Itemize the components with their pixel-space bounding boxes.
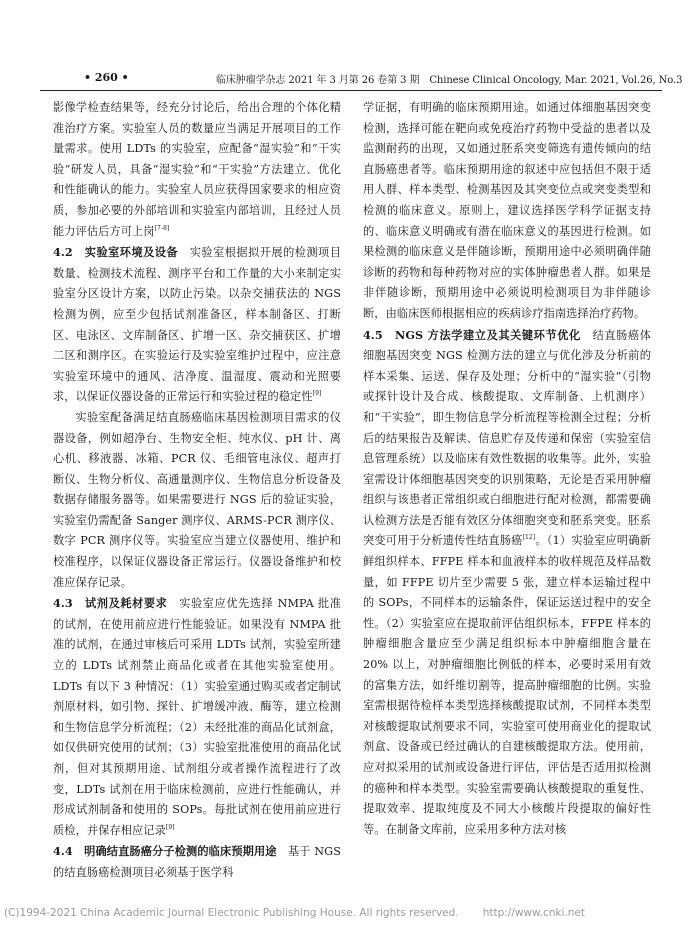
running-header [40,64,683,91]
right-column [363,98,651,893]
page-number: • 260 • [84,71,129,84]
section-4-3 [53,593,341,841]
paragraph-text: 影像学检查结果等，经充分讨论后，给出合理的个体化精准治疗方案。实验室人员的数量应当满足开展项目的工作量需求。使用 LDTs 的实验室，应配备“湿实验”和“干实验”研发人员，具备“湿实验”和“干实验”方法建立、优化和性能确认的能力。实验室人员应获得国家要求的相应资质，参加必要的外部培训和实验室内部培训，且经过人员能力评估后方可上岗 [53,101,341,238]
reference-mark: [9] [165,823,175,831]
reference-mark: [9] [312,390,322,398]
website-link[interactable]: http://www.cnki.net [482,907,585,919]
section-heading: 4.5 NGS 方法学建立及其关键环节优化 [363,327,581,342]
section-4-4 [53,841,341,883]
paragraph-clinical-use: 学证据，有明确的临床预期用途。如通过体细胞基因突变检测，选择可能在靶向或免疫治疗药物中受益的患者以及监测耐药的出现，又如通过胚系突变筛选有遗传倾向的结直肠癌患者等。临床预期用途的叙述中应包括但不限于适用人群、样本类型、检测基因及其突变位点或突变类型和检测的临床意义。原则上，建议选择医学科学证据支持的、临床意义明确或有潜在临床意义的基因进行检测。如果检测的临床意义是伴随诊断，预期用途中必须明确伴随诊断的药物和每种药物对应的实体肿瘤患者人群。如果是非伴随诊断，预期用途中必须说明检测项目为非伴随诊断，由临床医师根据相应的疾病诊疗指南选择治疗药物。 [363,101,651,320]
section-heading: 4.3 试剂及耗材要求 [53,596,168,611]
section-4-5 [363,325,651,841]
article-body [0,98,698,893]
section-heading: 4.4 明确结直肠癌分子检测的临床预期用途 [53,844,277,859]
footer [0,903,698,923]
paragraph-text: 实验室应优先选择 NMPA 批准的试剂，在使用前应进行性能验证。如果没有 NMPA 批准的试剂，在通过审核后可采用 LDTs 试剂，实验室所建立的 LDTs 试剂禁止商品化或者在其他实验室使用。LDTs 有以下 3 种情况：（1）实验室通过购买或者定制试剂原材料，如引物、探针、扩增缓冲液、酶等，建立检测和生物信息学分析流程；（2）未经批准的商品化试剂盒，如仅供研究使用的试剂；（3）实验室批准使用的商品化试剂，但对其预期用途、试剂组分或者操作流程进行了改变，LDTs 试剂在用于临床检测前，应进行性能确认，并形成试剂制备和使用的 SOPs。每批试剂在使用前应进行质检，并保存相应记录 [53,597,341,837]
section-heading: 4.2 实验室环境及设备 [53,245,179,260]
paragraph-text: 结直肠癌体细胞基因突变 NGS 检测方法的建立与优化涉及分析前的样本采集、运送、保存及处理；分析中的“湿实验”（引物或探针设计及合成、核酸提取、文库制备、上机测序）和“干实验”，即生物信息学分析流程等检测全过程；分析后的结果报告及解读、信息贮存及传递和保密（实验室信息管理系统）以及临床有效性数据的收集等。此外，实验室需设计体细胞基因突变的识别策略，无论是否采用肿瘤组织与该患者正常组织或白细胞进行配对检测，都需要确认检测方法是否能有效区分体细胞突变和胚系突变。胚系突变可用于分析遗传性结直肠癌 [363,328,651,548]
paragraph-text: 实验室根据拟开展的检测项目数量、检测技术流程、测序平台和工作量的大小来制定实验室分区设计方案，以防止污染。以杂交捕获法的 NGS 检测为例，应至少包括试剂准备区，样本制备区、打断区、电泳区、文库制备区、扩增一区、杂交捕获区、扩增二区和测序区。在实验运行及实验室维护过程中，应注意实验室环境中的通风、洁净度、温湿度、震动和光照要求，以保证仪器设备的正常运行和实验过程的稳定性 [53,246,341,404]
reference-mark: [12] [522,534,536,542]
left-column [53,98,341,893]
reference-mark: [7-8] [154,224,170,232]
section-4-2 [53,242,341,408]
journal-citation: 临床肿瘤学杂志 2021 年 3 月第 26 卷第 3 期 Chinese Clinical Oncology, Mar. 2021, Vol.26, No.3 [216,75,683,86]
paragraph-text: 。（1）实验室应明确新鲜组织样本、FFPE 样本和血液样本的收样规范及样品数量，如 FFPE 切片至少需要 5 张，建立样本运输过程中的 SOPs，不同样本的运输条件，保证运送过程中的安全性。（2）实验室应在提取前评估组织标本，FFPE 样本的肿瘤细胞含量应至少满足组织标本中肿瘤细胞含量在 20% 以上，对肿瘤细胞比例低的样本，必要时采用有效的富集方法，如纤维切割等，提高肿瘤细胞的比例。实验室需根据待检样本类型选择核酸提取试剂，不同样本类型对核酸提取试剂要求不同，实验室可使用商业化的提取试剂盒、设备或已经过确认的自建核酸提取方法。使用前，应对拟采用的试剂或设备进行评估，评估是否适用拟检测的癌种和样本类型。实验室需要确认核酸提取的重复性、提取效率、提取纯度及不同大小核酸片段提取的偏好性等。在制备文库前，应采用多种方法对核 [363,534,651,836]
paragraph-personnel [53,98,341,242]
copyright-notice: (C)1994-2021 China Academic Journal Electronic Publishing House. All rights reserved. [4,907,459,919]
paragraph-equipment: 实验室配备满足结直肠癌临床基因检测项目需求的仪器设备，例如超净台、生物安全柜、纯水仪、pH 计、离心机、移液器、冰箱、PCR 仪、毛细管电泳仪、超声打断仪、生物分析仪、高通量测序仪、生物信息分析设备及数据存储服务器等。如果需要进行 NGS 后的验证实验，实验室仍需配备 Sanger 测序仪、ARMS-PCR 测序仪、数字 PCR 测序仪等。实验室应当建立仪器使用、维护和校准程序，以保证仪器设备正常运行。仪器设备维护和校准应保存记录。 [53,410,341,589]
paragraph-text: 基于 NGS 的结直肠癌检测项目必须基于医学科 [53,845,341,879]
